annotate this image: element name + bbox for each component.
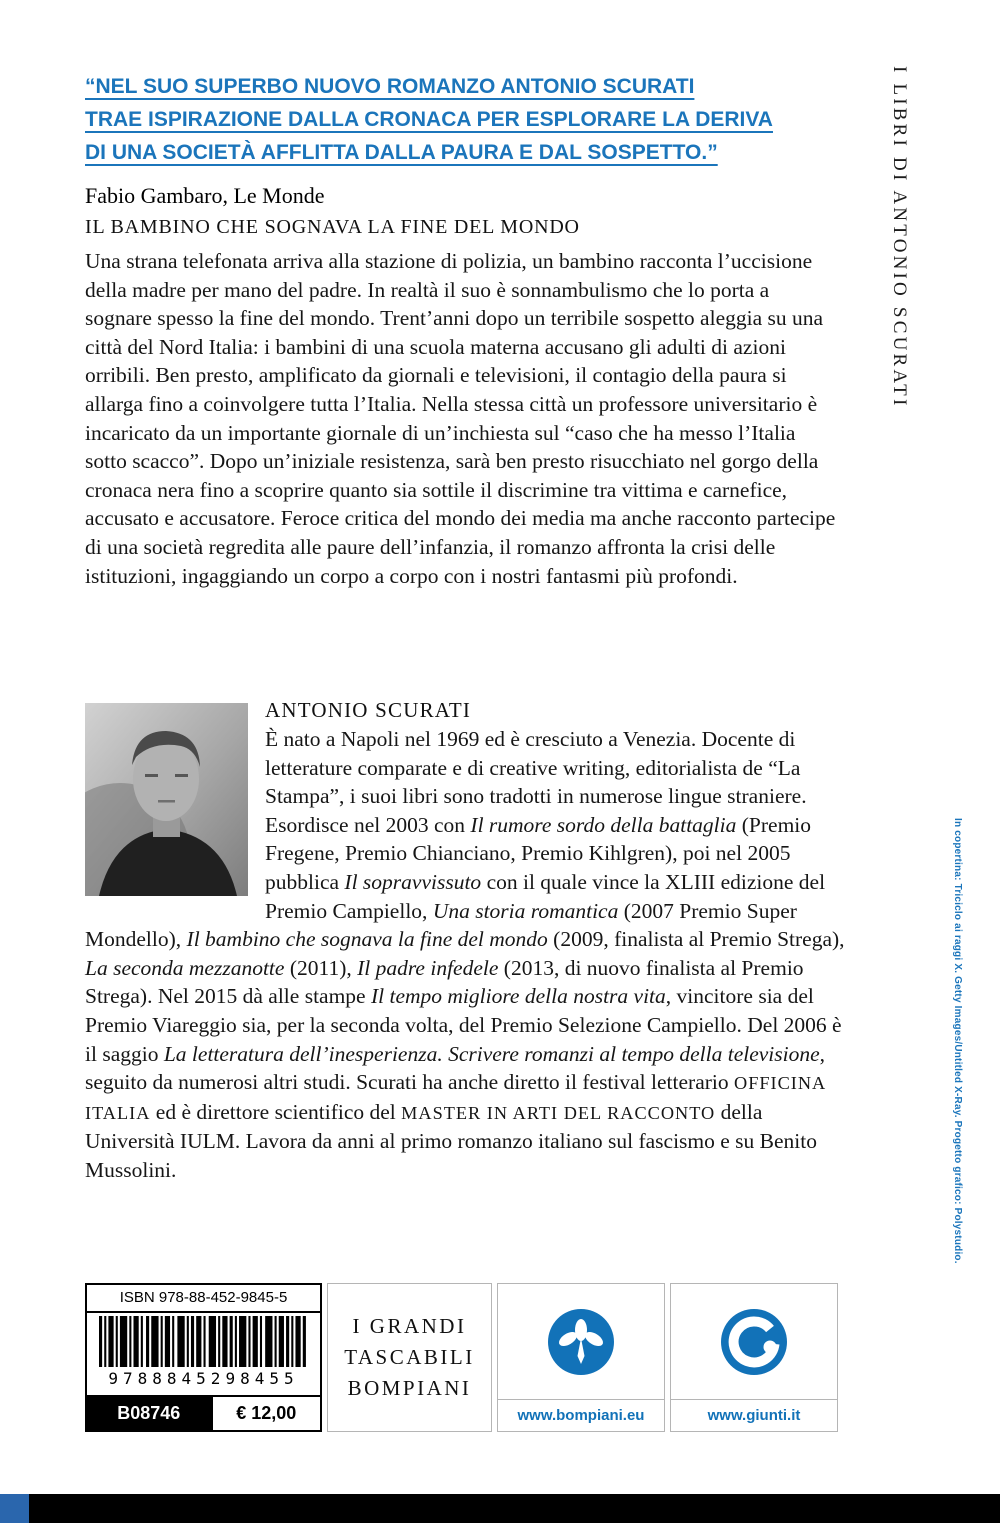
barcode [87,1313,320,1367]
price-row [87,1395,320,1430]
press-quote-line-1: “NEL SUO SUPERBO NUOVO ROMANZO ANTONIO SCURATI [85,75,695,98]
isbn-label: ISBN 978-88-452-9845-5 [87,1285,320,1313]
press-quote [85,70,815,212]
press-quote-line-2: TRAE ISPIRAZIONE DALLA CRONACA PER ESPLORARE LA DERIVA [85,108,773,131]
footer-strip [85,1283,923,1432]
giunti-url: www.giunti.it [671,1399,837,1431]
bompiani-cell [497,1283,665,1432]
giunti-logo-icon [671,1284,837,1399]
publisher-imprint [327,1283,492,1432]
publisher-line-3: BOMPIANI [347,1376,472,1400]
synopsis-section [85,216,837,590]
author-bio-text: È nato a Napoli nel 1969 ed è cresciuto a Venezia. Docente di letterature comparate e di creative writing, editorialista de “La Stampa”, i suoi libri sono tradotti in numerose lingue straniere. Esordisce nel 2003 con Il rumore sordo della battaglia (Premio Fregene, Premio Chianciano, Premio Kihlgren), poi nel 2005 pubblica Il sopravvissuto con il quale vince la XLIII edizione del Premio Campiello, Una storia romantica (2007 Premio Super Mondello), Il bambino che sognava la fine del mondo (2009, finalista al Premio Strega), La seconda mezzanotte (2011), Il padre infedele (2013, di nuovo finalista al Premio Strega). Nel 2015 dà alle stampe Il tempo migliore della nostra vita, vincitore sia del Premio Viareggio sia, per la seconda volta, del Premio Selezione Campiello. Del 2006 è il saggio La letteratura dell’inesperienza. Scrivere romanzi al tempo della televisione, seguito da numerosi altri studi. Scurati ha anche diretto il festival letterario OFFICINA ITALIA ed è direttore scientifico del MASTER IN ARTI DEL RACCONTO della Università IULM. Lavora da anni al primo romanzo italiano sul fascismo e su Benito Mussolini. [85,727,845,1182]
press-quote-line-3: DI UNA SOCIETÀ AFFLITTA DALLA PAURA E DAL SOSPETTO.” [85,141,718,164]
publisher-line-1: I GRANDI [352,1314,467,1338]
price: € 12,00 [211,1397,320,1430]
bompiani-logo-icon [498,1284,664,1399]
cover-credits: In copertina: Triciclo ai raggi X. Getty Images/Untitled X-Ray. Progetto grafico: Polystudio. [952,818,963,1264]
bompiani-url: www.bompiani.eu [498,1399,664,1431]
barcode-digits: 9788845298455 [108,1369,299,1388]
trim-color-square [0,1494,29,1523]
quote-attribution: Fabio Gambaro, Le Monde [85,183,325,208]
product-code: B08746 [87,1397,211,1430]
author-name: ANTONIO SCURATI [265,698,472,722]
series-spine-title: I LIBRI DI ANTONIO SCURATI [889,66,910,409]
author-photo [85,703,248,896]
publisher-line-2: TASCABILI [344,1345,475,1369]
bottom-black-bar [0,1494,1000,1523]
synopsis-text: Una strana telefonata arriva alla stazione di polizia, un bambino racconta l’uccisione della madre per mano del padre. In realtà il suo è sonnambulismo che lo porta a sognare spesso la fine del mondo. Trent’anni dopo un terribile sospetto aleggia su una città del Nord Italia: i bambini di una scuola materna accusano gli adulti di azioni orribili. Ben presto, amplificato da giornali e televisioni, il contagio della paura si allarga fino a coinvolgere tutta l’Italia. Nella stessa città un professore universitario è incaricato da un importante giornale di un’inchiesta sul “caso che ha messo l’Italia sotto scacco”. Dopo un’iniziale resistenza, sarà ben presto risucchiato nel gorgo della cronaca nera fino a scoprire quanto sia sottile il discrimine tra vittima e carnefice, accusato e accusatore. Feroce critica del mondo dei media ma anche racconto partecipe di una società regredita alle paure dell’infanzia, il romanzo affronta la crisi delle istituzioni, ingaggiando un corpo a corpo con i nostri fantasmi più profondi. [85,249,836,588]
book-title: IL BAMBINO CHE SOGNAVA LA FINE DEL MONDO [85,216,580,238]
barcode-box [85,1283,322,1432]
author-bio-section [85,698,857,1185]
giunti-cell [670,1283,838,1432]
